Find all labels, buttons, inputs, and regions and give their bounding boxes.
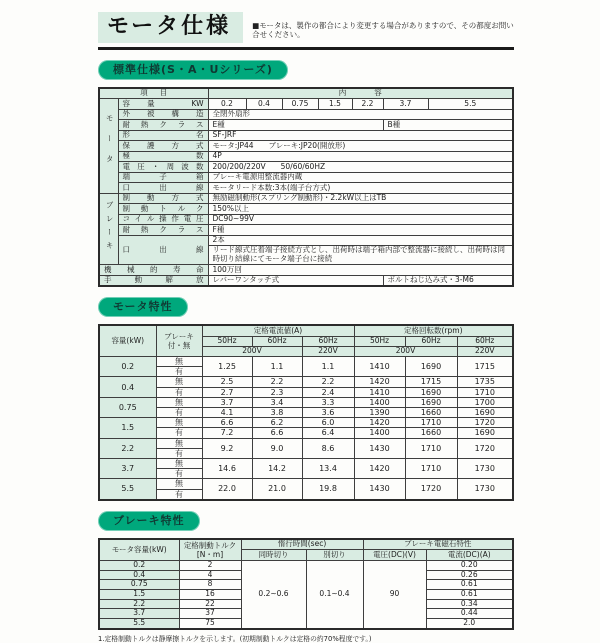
row-value: E種 bbox=[208, 120, 383, 131]
capacity-cell: 1.5 bbox=[318, 99, 352, 110]
brake-with-cell: 有 bbox=[156, 469, 202, 479]
current-cell: 0.26 bbox=[426, 570, 513, 580]
value-cell: 9.0 bbox=[252, 438, 302, 458]
row-label: 手動解放 bbox=[99, 275, 208, 286]
capacity-cell: 0.2 bbox=[99, 357, 156, 377]
header-current: 電流(DC)(A) bbox=[426, 550, 513, 561]
value-cell: 6.0 bbox=[302, 418, 354, 428]
table-row bbox=[99, 214, 513, 225]
table-row bbox=[99, 561, 513, 571]
table-row bbox=[99, 265, 513, 276]
value-cell: 1690 bbox=[405, 357, 457, 377]
table-row bbox=[99, 377, 513, 387]
table-row bbox=[99, 130, 513, 141]
header-brake-line2: 付・無 bbox=[167, 340, 191, 350]
value-cell: 1720 bbox=[405, 479, 457, 500]
value-cell: 1420 bbox=[354, 377, 405, 387]
row-value: モータリード本数:3本(端子台方式) bbox=[208, 183, 513, 194]
group-label-brake-text: ブレーキ bbox=[105, 200, 115, 255]
table-row bbox=[99, 109, 513, 120]
row-label: 耐熱クラス bbox=[118, 120, 208, 131]
row-label: 端子箱 bbox=[118, 172, 208, 183]
value-cell: 1720 bbox=[457, 438, 513, 458]
capacity-cell: 5.5 bbox=[428, 99, 513, 110]
header-coasting-time: 惰行時間(sec) bbox=[241, 539, 363, 550]
row-value-2: ボルトねじ込み式・3-M6 bbox=[383, 275, 513, 286]
page-title: モータ仕様 bbox=[98, 12, 243, 43]
value-cell: 7.2 bbox=[202, 428, 252, 438]
torque-cell: 8 bbox=[179, 580, 241, 590]
value-cell: 13.4 bbox=[302, 458, 354, 478]
value-cell: 1430 bbox=[354, 438, 405, 458]
value-cell: 1410 bbox=[354, 387, 405, 397]
row-value: DC90~99V bbox=[208, 214, 513, 225]
value-cell: 1420 bbox=[354, 458, 405, 478]
row-value: 100万回 bbox=[208, 265, 513, 276]
table-row bbox=[99, 275, 513, 286]
table-header-row bbox=[99, 539, 513, 550]
header-volt: 200V bbox=[202, 347, 302, 357]
value-cell: 1.1 bbox=[252, 357, 302, 377]
value-cell: 3.3 bbox=[302, 397, 354, 407]
brake-none-cell: 無 bbox=[156, 357, 202, 367]
current-cell: 0.61 bbox=[426, 580, 513, 590]
section-heading-motor-chars: モータ特性 bbox=[98, 297, 188, 317]
row-value: 200/200/220V 50/60/60HZ bbox=[208, 162, 513, 173]
value-cell: 2.4 bbox=[302, 387, 354, 397]
table-row bbox=[99, 204, 513, 215]
row-label: 極数 bbox=[118, 151, 208, 162]
group-label-motor bbox=[99, 99, 118, 194]
header-content: 内容 bbox=[208, 88, 513, 99]
header-rated-torque-line2: [N・m] bbox=[196, 549, 224, 559]
capacity-cell: 0.75 bbox=[99, 397, 156, 417]
value-cell: 2.7 bbox=[202, 387, 252, 397]
table-row bbox=[99, 193, 513, 204]
table-row bbox=[99, 99, 513, 110]
row-value: F種 bbox=[208, 225, 513, 236]
value-cell: 1710 bbox=[405, 418, 457, 428]
value-cell: 1730 bbox=[457, 479, 513, 500]
header-separate-cutoff: 別切り bbox=[306, 550, 363, 561]
value-cell: 19.8 bbox=[302, 479, 354, 500]
brake-characteristics-table bbox=[98, 538, 514, 630]
row-label: 口出線 bbox=[118, 183, 208, 194]
value-cell: 1.1 bbox=[302, 357, 354, 377]
header-hz: 60Hz bbox=[405, 337, 457, 347]
row-value-2: B種 bbox=[383, 120, 513, 131]
header-hz: 50Hz bbox=[354, 337, 405, 347]
header-rated-current: 定格電流値(A) bbox=[202, 325, 354, 337]
value-cell: 3.4 bbox=[252, 397, 302, 407]
value-cell: 3.7 bbox=[202, 397, 252, 407]
torque-cell: 22 bbox=[179, 599, 241, 609]
header-hz: 60Hz bbox=[302, 337, 354, 347]
value-cell: 2.2 bbox=[302, 377, 354, 387]
row-label: 口出線 bbox=[118, 235, 208, 265]
value-cell: 1660 bbox=[405, 428, 457, 438]
header-rated-rpm: 定格回転数(rpm) bbox=[354, 325, 513, 337]
table-row bbox=[99, 428, 513, 438]
value-cell: 2.2 bbox=[252, 377, 302, 387]
row-value: SF-JRF bbox=[208, 130, 513, 141]
value-cell: 2.5 bbox=[202, 377, 252, 387]
standard-spec-table bbox=[98, 87, 514, 287]
row-label: 形名 bbox=[118, 130, 208, 141]
header-volt: 200V bbox=[354, 347, 457, 357]
header-voltage: 電圧(DC)(V) bbox=[363, 550, 426, 561]
table-row bbox=[99, 418, 513, 428]
value-cell: 1715 bbox=[457, 357, 513, 377]
row-value: 2本 bbox=[208, 235, 513, 246]
row-label: 制動方式 bbox=[118, 193, 208, 204]
row-value: リード線式圧着端子接続方式とし、出荷時は端子箱内部で整流器に接続し、出荷時は同時切り結線にてモータ端子台に接続 bbox=[208, 246, 513, 265]
header-brake bbox=[156, 325, 202, 357]
value-cell: 21.0 bbox=[252, 479, 302, 500]
title-divider bbox=[98, 47, 514, 50]
table-row bbox=[99, 225, 513, 236]
torque-cell: 16 bbox=[179, 590, 241, 600]
table-row bbox=[99, 151, 513, 162]
table-row bbox=[99, 479, 513, 489]
capacity-cell: 1.5 bbox=[99, 418, 156, 438]
value-cell: 6.2 bbox=[252, 418, 302, 428]
table-row bbox=[99, 162, 513, 173]
value-cell: 1710 bbox=[405, 458, 457, 478]
header-item: 項目 bbox=[99, 88, 208, 99]
row-label: 外被構造 bbox=[118, 109, 208, 120]
current-cell: 0.20 bbox=[426, 561, 513, 571]
value-cell: 1400 bbox=[354, 428, 405, 438]
capacity-cell: 0.75 bbox=[99, 580, 179, 590]
header-volt: 220V bbox=[302, 347, 354, 357]
group-label-motor-text: モータ bbox=[105, 113, 115, 176]
capacity-cell: 5.5 bbox=[99, 479, 156, 500]
value-cell: 22.0 bbox=[202, 479, 252, 500]
value-cell: 1400 bbox=[354, 397, 405, 407]
value-cell: 1710 bbox=[405, 438, 457, 458]
footnote: 1.定格制動トルクは静摩擦トルクを示します。(初期制動トルクは定格の約70%程度です。) bbox=[98, 634, 372, 643]
row-label: 機械的寿命 bbox=[99, 265, 208, 276]
title-block bbox=[98, 12, 514, 43]
brake-none-cell: 無 bbox=[156, 479, 202, 489]
header-rated-torque-line1: 定格制動トルク bbox=[183, 540, 237, 550]
row-value: 4P bbox=[208, 151, 513, 162]
header-hz: 60Hz bbox=[252, 337, 302, 347]
brake-none-cell: 無 bbox=[156, 418, 202, 428]
torque-cell: 37 bbox=[179, 609, 241, 619]
capacity-cell: 2.2 bbox=[352, 99, 383, 110]
value-cell: 1.25 bbox=[202, 357, 252, 377]
title-note: ■モータは、製作の都合により変更する場合がありますので、その都度お問い合せください。 bbox=[252, 21, 514, 40]
current-cell: 0.44 bbox=[426, 609, 513, 619]
value-cell: 1660 bbox=[405, 408, 457, 418]
table-row bbox=[99, 141, 513, 152]
current-cell: 0.34 bbox=[426, 599, 513, 609]
value-cell: 14.6 bbox=[202, 458, 252, 478]
value-cell: 3.8 bbox=[252, 408, 302, 418]
value-cell: 2.3 bbox=[252, 387, 302, 397]
value-cell: 1710 bbox=[457, 387, 513, 397]
row-value: レバーワンタッチ式 bbox=[208, 275, 383, 286]
table-row bbox=[99, 387, 513, 397]
value-cell: 3.6 bbox=[302, 408, 354, 418]
header-simultaneous-cutoff: 同時切り bbox=[241, 550, 306, 561]
value-cell: 1690 bbox=[405, 387, 457, 397]
value-cell: 1720 bbox=[457, 418, 513, 428]
brake-none-cell: 無 bbox=[156, 458, 202, 468]
value-cell: 1690 bbox=[457, 428, 513, 438]
brake-with-cell: 有 bbox=[156, 387, 202, 397]
brake-with-cell: 有 bbox=[156, 408, 202, 418]
value-cell: 1420 bbox=[354, 418, 405, 428]
table-row bbox=[99, 357, 513, 367]
value-cell: 6.4 bbox=[302, 428, 354, 438]
row-value: 150%以上 bbox=[208, 204, 513, 215]
value-cell: 14.2 bbox=[252, 458, 302, 478]
motor-characteristics-table bbox=[98, 324, 514, 501]
brake-with-cell: 有 bbox=[156, 367, 202, 377]
value-cell: 1690 bbox=[457, 408, 513, 418]
value-cell: 6.6 bbox=[252, 428, 302, 438]
header-hz: 60Hz bbox=[457, 337, 513, 347]
value-cell: 1410 bbox=[354, 357, 405, 377]
brake-with-cell: 有 bbox=[156, 489, 202, 500]
simultaneous-time-cell: 0.2~0.6 bbox=[241, 561, 306, 629]
value-cell: 9.2 bbox=[202, 438, 252, 458]
torque-cell: 4 bbox=[179, 570, 241, 580]
value-cell: 4.1 bbox=[202, 408, 252, 418]
capacity-cell: 0.4 bbox=[99, 377, 156, 397]
table-header-row bbox=[99, 88, 513, 99]
row-value: 全閉外扇形 bbox=[208, 109, 513, 120]
brake-with-cell: 有 bbox=[156, 448, 202, 458]
section-heading-standard-spec: 標準仕様(S・A・Uシリーズ) bbox=[98, 60, 288, 80]
row-value: ブレーキ電源用整流器内蔵 bbox=[208, 172, 513, 183]
group-label-brake bbox=[99, 193, 118, 265]
torque-cell: 2 bbox=[179, 561, 241, 571]
capacity-cell: 1.5 bbox=[99, 590, 179, 600]
capacity-cell: 3.7 bbox=[99, 458, 156, 478]
header-hz: 50Hz bbox=[202, 337, 252, 347]
value-cell: 1730 bbox=[457, 458, 513, 478]
row-label: 耐熱クラス bbox=[118, 225, 208, 236]
capacity-cell: 0.2 bbox=[208, 99, 246, 110]
header-rated-torque bbox=[179, 539, 241, 561]
value-cell: 1735 bbox=[457, 377, 513, 387]
torque-cell: 75 bbox=[179, 618, 241, 628]
table-row bbox=[99, 172, 513, 183]
capacity-cell: 0.4 bbox=[99, 570, 179, 580]
value-cell: 1690 bbox=[405, 397, 457, 407]
table-row bbox=[99, 458, 513, 468]
capacity-cell: 3.7 bbox=[99, 609, 179, 619]
capacity-cell: 2.2 bbox=[99, 599, 179, 609]
value-cell: 1430 bbox=[354, 479, 405, 500]
capacity-cell: 0.4 bbox=[246, 99, 282, 110]
brake-none-cell: 無 bbox=[156, 397, 202, 407]
brake-none-cell: 無 bbox=[156, 377, 202, 387]
brake-with-cell: 有 bbox=[156, 428, 202, 438]
value-cell: 1715 bbox=[405, 377, 457, 387]
value-cell: 1700 bbox=[457, 397, 513, 407]
current-cell: 0.61 bbox=[426, 590, 513, 600]
header-brake-line1: ブレーキ bbox=[164, 331, 194, 341]
row-value: 無励磁制動形(スプリング制動形)・2.2kW以上はTB bbox=[208, 193, 513, 204]
table-row bbox=[99, 397, 513, 407]
section-heading-brake-chars: ブレーキ特性 bbox=[98, 511, 200, 531]
capacity-cell: 5.5 bbox=[99, 618, 179, 628]
table-row bbox=[99, 438, 513, 448]
capacity-cell: 0.2 bbox=[99, 561, 179, 571]
brake-none-cell: 無 bbox=[156, 438, 202, 448]
table-row bbox=[99, 120, 513, 131]
row-label: 制動トルク bbox=[118, 204, 208, 215]
header-magnet-chars: ブレーキ電磁石特性 bbox=[363, 539, 513, 550]
separate-time-cell: 0.1~0.4 bbox=[306, 561, 363, 629]
current-cell: 2.0 bbox=[426, 618, 513, 628]
header-volt: 220V bbox=[457, 347, 513, 357]
capacity-cell: 2.2 bbox=[99, 438, 156, 458]
row-value: モータ:JP44 ブレーキ:JP20(開放形) bbox=[208, 141, 513, 152]
table-row bbox=[99, 183, 513, 194]
row-label: 容量 KW bbox=[118, 99, 208, 110]
header-capacity: 容量(kW) bbox=[99, 325, 156, 357]
value-cell: 8.6 bbox=[302, 438, 354, 458]
row-label: 電圧・周波数 bbox=[118, 162, 208, 173]
value-cell: 6.6 bbox=[202, 418, 252, 428]
row-label: コイル操作電圧 bbox=[118, 214, 208, 225]
capacity-cell: 0.75 bbox=[282, 99, 318, 110]
table-header-row bbox=[99, 325, 513, 337]
capacity-cell: 3.7 bbox=[383, 99, 428, 110]
header-motor-capacity: モータ容量(kW) bbox=[99, 539, 179, 561]
voltage-cell: 90 bbox=[363, 561, 426, 629]
value-cell: 1390 bbox=[354, 408, 405, 418]
table-row bbox=[99, 408, 513, 418]
row-label: 保護方式 bbox=[118, 141, 208, 152]
